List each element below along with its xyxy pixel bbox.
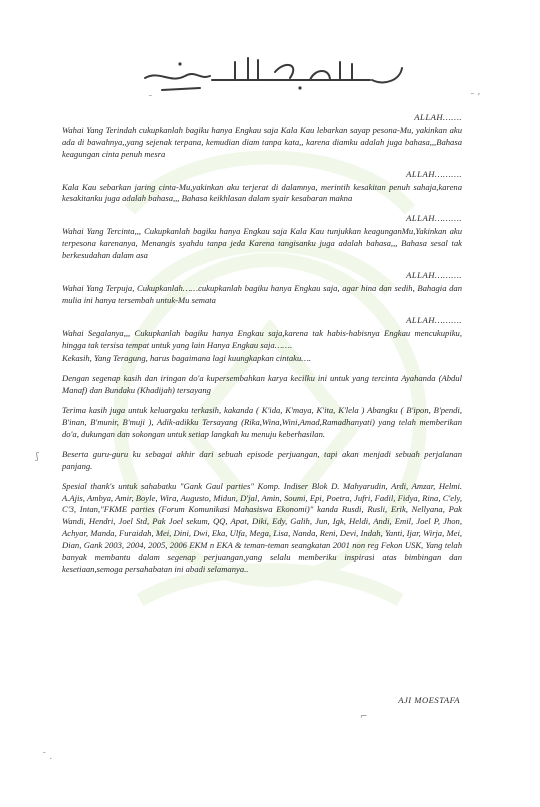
dedication-parents: Dengan segenap kasih dan iringan do'a kupersembahkan karya kecilku ini untuk yang tercinta Ayahanda (Abdul Manaf) dan Bundaku (Khadijah) tersayang [62,373,462,396]
section-heading: ALLAH………. [406,168,462,179]
dedication-family: Terima kasih juga untuk keluargaku terkasih, kakanda ( K'ida, K'maya, K'ita, K'lela ) Abangku ( B'ipon, B'pendi, B'inan, B'munir, B'muji ), Adik-adikku Tersayang (Rika,Wina,Wini,Amad,Ramadhanyati) yang telah memberikan do'a, dukungan dan sokongan untuk setiap langkah ku menuju keberhasilan. [62,405,462,439]
bismillah-calligraphy [140,50,410,95]
closing-line: Kekasih, Yang Teragung, harus bagaimana lagi kuungkapkan cintaku…. [62,353,312,364]
stray-mark: ˘ . [42,752,53,762]
section-paragraph: Wahai Yang Terindah cukupkanlah bagiku hanya Engkau saja Kala Kau lebarkan sayap pesona-Mu, yakinkan aku ada di bawahnya,,yang sejenak terpana, kemudian diam tanpa kata,, karena diamku adalah juga bahasa,,,Bahasa keagungan cinta penuh mesra [62,124,462,159]
stray-mark: ʃ [36,452,39,462]
stray-mark: ˜ ’ [470,93,481,103]
dedication-body [62,112,462,584]
stray-mark: ˜ [148,95,153,105]
section-paragraph: Kala Kau sebarkan jaring cinta-Mu,yakinkan aku terjerat di dalamnya, merintih kesakitan penuh sahaja,karena kesakitanku juga adalah bahasa,,, Bahasa keikhlasan dalam syair kesabaran makna [62,181,462,204]
stray-mark: ⌐ [360,712,368,722]
section-heading: ALLAH………. [406,213,462,224]
section-paragraph: Wahai Yang Tercinta,,, Cukupkanlah bagiku hanya Engkau saja Kala Kau tunjukkan keagunganMu,Yakinkan aku terpesona karenanya, Menangis syahdu tanpa jeda Karena tangisanku juga adalah bahasa,,, Bahasa sesal tak berkesudahan dalam asa [62,226,462,261]
author-signature: AJI MOESTAFA [398,695,460,705]
dedication-friends: Spesial thank's untuk sahabatku "Gank Gaul parties" Komp. Indiser Blok D. Mahyarudin, Ardi, Amzar, Helmi. A.Ajis, Ambya, Amir, Boyle, Wira, Augusto, Midun, D'jal, Amin, Soumi, Epi, Poetra, Jufri, Fadil, Fidya, Rina, C'ely, C'3, Intan,"FKME parties (Forum Komunikasi Mahasiswa Ekonomi)" kanda Rusdi, Rusli, Erik, Nellyana, Pak Wandi, Hendri, Joel Std, Pak Joel sekum, QQ, Apat, Diki, Edy, Galih, Jun, Igk, Heldi, Andi, Emil, Joel P, Jhon, Achyar, Manda, Furaidah, Mei, Dini, Dwi, Eka, Ulfa, Mega, Lisa, Nanda, Reni, Devi, Indah, Yanti, Ijar, Wirja, Mei, Dian, Gank 2003, 2004, 2005, 2006 EKM n EKA & teman-teman seangkatan 2001 non reg Fekon USK, Yang telah banyak membantu dalam segenap perjuangan,yang selalu memberiku inspirasi atas bimbingan dan kesetiaan,semoga persahabatan ini abadi selamanya.. [62,480,462,574]
section-heading: ALLAH……. [414,112,462,122]
section-heading: ALLAH………. [406,314,462,325]
dedication-teachers: Beserta guru-guru ku sebagai akhir dari sebuah episode perjuangan, tapi akan menjadi sebuah perjalanan panjang. [62,448,462,471]
section-paragraph: Wahai Segalanya,,, Cukupkanlah bagiku hanya Engkau saja,karena tak habis-habisnya Engkau mencukupiku, hingga tak tersisa tempat untuk yang lain Hanya Engkau saja……. [62,327,462,350]
section-paragraph: Wahai Yang Terpuja, Cukupkanlah……cukupkanlah bagiku hanya Engkau saja, agar hina dan sedih, Bahagia dan mulia ini hanya tersembah untuk-Mu semata [62,282,462,305]
section-heading: ALLAH………. [406,269,462,280]
